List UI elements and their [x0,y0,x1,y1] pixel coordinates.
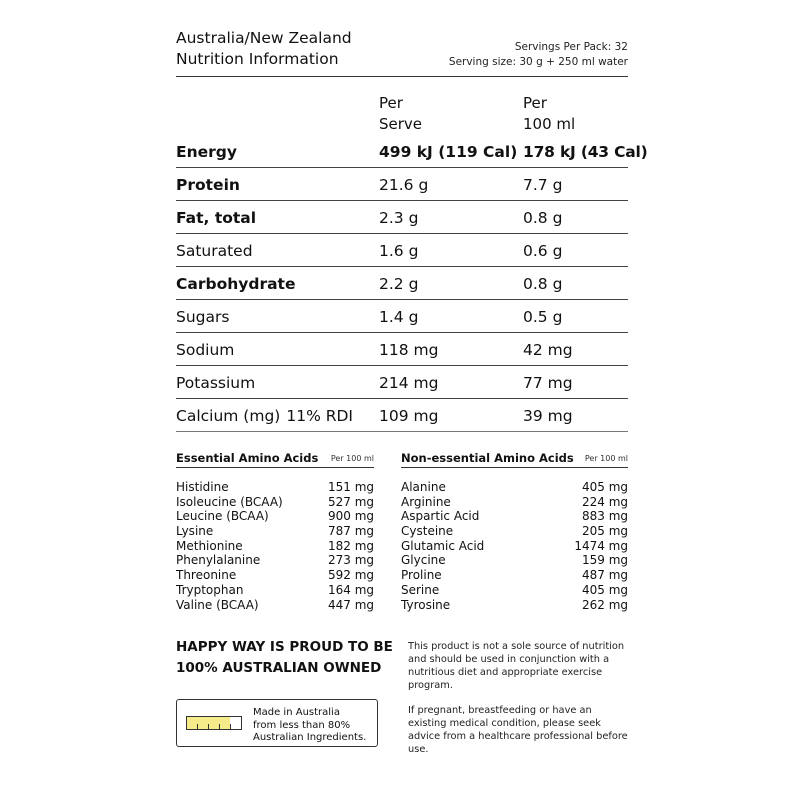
amino-value: 883 mg [581,509,628,524]
nutrition-panel [176,28,648,432]
nutrient-per-serve: 118 mg [379,341,439,359]
amino-name: Leucine (BCAA) [176,509,269,524]
amino-row [176,539,374,554]
nonessential-amino-list [401,480,628,612]
nutrient-row-energy [176,135,648,168]
nutrient-name: Potassium [176,374,256,392]
per-serve-header-line-1: Per [379,94,403,112]
bar-tick [230,724,231,729]
nutrient-row-potassium [176,366,628,399]
proud-line-1: HAPPY WAY IS PROUD TO BE [176,639,393,655]
nutrient-per-serve: 21.6 g [379,176,429,194]
amino-name: Cysteine [401,524,454,539]
amino-value: 787 mg [327,524,374,539]
amino-value: 273 mg [327,553,374,568]
serving-size: Serving size: 30 g + 250 ml water [448,56,628,68]
nutrient-per-100: 0.5 g [523,308,563,326]
amino-value: 592 mg [327,568,374,583]
nutrient-name: Energy [176,143,237,161]
essential-amino-title: Essential Amino Acids [176,451,319,465]
essential-amino-unit: Per 100 ml [330,454,374,463]
amino-row [176,524,374,539]
nonessential-amino-unit: Per 100 ml [584,454,628,463]
nutrient-name [176,406,353,426]
amino-value: 1474 mg [574,538,628,553]
amino-name: Methionine [176,538,243,553]
per-serve-header-line-2: Serve [379,115,423,133]
nutrient-row-sodium [176,333,628,366]
nutrient-row-fat-total [176,201,628,234]
australian-ingredients-bar [186,716,242,730]
amino-name: Phenylalanine [176,553,261,568]
nutrient-per-100: 0.8 g [523,275,563,293]
amino-row [401,524,628,539]
amino-value: 164 mg [327,582,374,597]
nutrient-per-100: 77 mg [523,374,573,392]
disclaimer-paragraph-2: If pregnant, breastfeeding or have an existing medical condition, please seek advice from a healthcare professional before use. [408,705,628,755]
proud-line-2: 100% AUSTRALIAN OWNED [176,660,382,676]
nutrient-name: Saturated [176,242,253,260]
essential-amino-list [176,480,374,612]
panel-title [176,28,352,70]
amino-row [176,583,374,598]
badge-line-3: Australian Ingredients. [253,732,367,743]
badge-line-2: from less than 80% [253,719,351,731]
nutrient-per-100: 0.8 g [523,209,563,227]
per-100-header-line-1: Per [523,94,547,112]
essential-amino-header [176,450,374,468]
amino-row [401,539,628,554]
amino-name: Glutamic Acid [401,538,485,553]
nutrient-name: Protein [176,176,240,194]
amino-row [401,495,628,510]
column-headers [176,77,628,135]
amino-value: 224 mg [581,494,628,509]
nutrient-row-protein [176,168,628,201]
nutrient-per-100: 7.7 g [523,176,563,194]
amino-row [176,495,374,510]
nutrient-per-serve: 109 mg [379,407,439,425]
amino-value: 447 mg [327,597,374,612]
nutrient-name: Sodium [176,341,235,359]
per-100-header-line-2: 100 ml [523,115,576,133]
nutrient-table [176,135,648,432]
amino-value: 182 mg [327,538,374,553]
nutrient-per-100: 0.6 g [523,242,563,260]
amino-name: Tryptophan [176,582,244,597]
nutrient-per-100: 42 mg [523,341,573,359]
nutrient-per-serve: 1.6 g [379,242,419,260]
amino-row [176,480,374,495]
amino-name: Aspartic Acid [401,509,480,524]
amino-row [176,598,374,613]
bar-tick [208,724,209,729]
amino-name: Tyrosine [401,597,451,612]
amino-row [401,583,628,598]
bar-tick [219,724,220,729]
title-line-1: Australia/New Zealand [176,29,352,47]
amino-name: Lysine [176,524,214,539]
amino-acids-section [176,450,628,620]
nutrient-name-text: Calcium (mg) [176,407,281,425]
amino-name: Proline [401,568,442,583]
rdi-label: 11% RDI [286,407,353,425]
nutrient-per-serve: 214 mg [379,374,439,392]
nutrient-per-100: 178 kJ (43 Cal) [523,143,648,161]
amino-value: 159 mg [581,553,628,568]
servings-per-pack: Servings Per Pack: 32 [514,41,628,53]
per-100-header [523,93,575,135]
amino-value: 151 mg [327,480,374,494]
amino-row [176,568,374,583]
panel-header [176,28,628,77]
amino-name: Glycine [401,553,446,568]
amino-row [401,480,628,495]
amino-value: 405 mg [581,582,628,597]
amino-row [401,568,628,583]
serving-info [449,40,628,70]
nutrient-name: Sugars [176,308,230,326]
amino-name: Arginine [401,494,451,509]
bar-tick [197,724,198,729]
australian-owned-statement [176,637,396,679]
amino-value: 527 mg [327,494,374,509]
disclaimer-paragraph-1: This product is not a sole source of nutrition and should be used in conjunction with a nutritious diet and appropriate exercise program. [408,641,625,691]
amino-name: Serine [401,582,440,597]
amino-name: Isoleucine (BCAA) [176,494,283,509]
nutrient-row-saturated [176,234,628,267]
nutrient-row-sugars [176,300,628,333]
amino-name: Alanine [401,480,446,494]
amino-value: 262 mg [581,597,628,612]
nutrient-per-serve: 499 kJ (119 Cal) [379,143,518,161]
amino-name: Histidine [176,480,229,494]
nutrient-name: Fat, total [176,209,257,227]
amino-value: 900 mg [327,509,374,524]
disclaimer [408,640,633,768]
amino-name: Valine (BCAA) [176,597,259,612]
nutrient-per-serve: 2.2 g [379,275,419,293]
nutrient-per-serve: 1.4 g [379,308,419,326]
nonessential-amino-header [401,450,628,468]
title-line-2: Nutrition Information [176,50,339,68]
nutrient-per-100: 39 mg [523,407,573,425]
amino-row [401,598,628,613]
badge-text [253,707,366,745]
amino-row [176,509,374,524]
made-in-australia-badge [176,699,378,747]
essential-amino-column [176,450,374,612]
amino-name: Threonine [176,568,237,583]
amino-row [401,509,628,524]
nonessential-amino-title: Non-essential Amino Acids [401,451,574,465]
amino-value: 205 mg [581,524,628,539]
amino-value: 487 mg [581,568,628,583]
nutrient-row-calcium [176,399,628,432]
nonessential-amino-column [401,450,628,612]
amino-value: 405 mg [581,480,628,494]
badge-line-1: Made in Australia [253,707,340,718]
amino-row [176,553,374,568]
per-serve-header [379,93,422,135]
nutrient-row-carbohydrate [176,267,628,300]
amino-row [401,553,628,568]
nutrient-name: Carbohydrate [176,275,296,293]
nutrient-per-serve: 2.3 g [379,209,419,227]
